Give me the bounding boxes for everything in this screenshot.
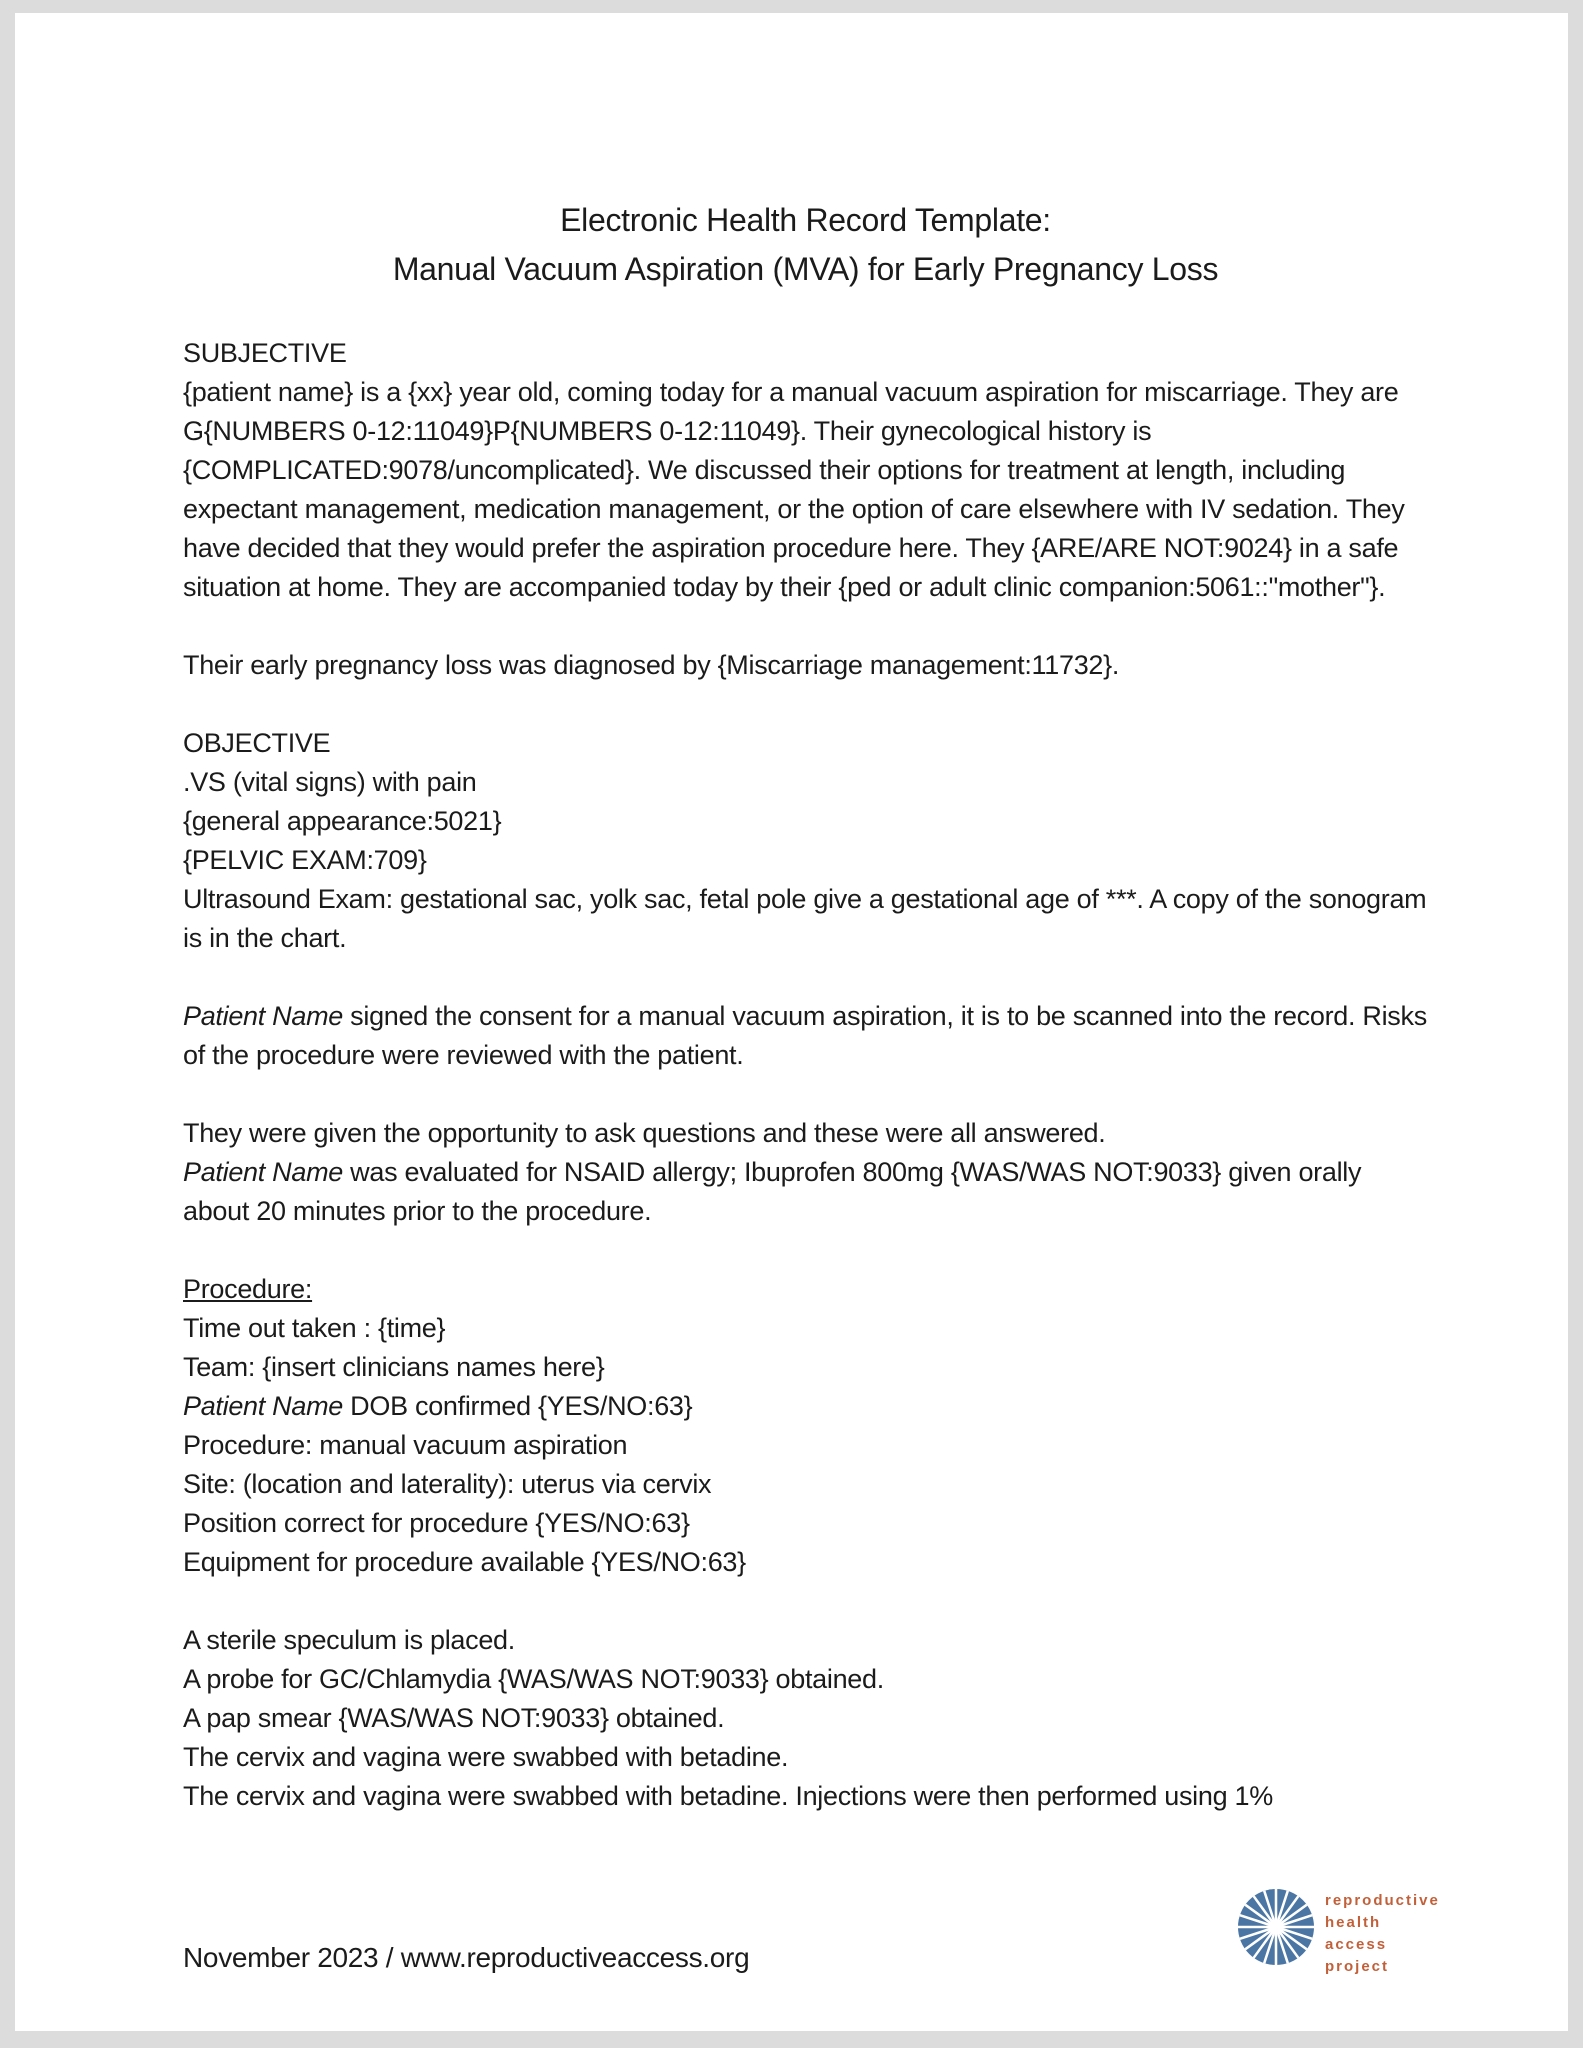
nsaid-text: was evaluated for NSAID allergy; Ibuprofen 800mg {WAS/WAS NOT:9033} given orally about 20 minutes prior to the procedure. xyxy=(183,1157,1362,1226)
diagnosis-paragraph-block xyxy=(183,646,1428,685)
step-speculum: A sterile speculum is placed. xyxy=(183,1625,515,1655)
patient-name-placeholder: Patient Name xyxy=(183,1157,343,1187)
procedure-name-line: Procedure: manual vacuum aspiration xyxy=(183,1430,628,1460)
logo-word-access: access xyxy=(1325,1936,1388,1953)
objective-section xyxy=(183,724,1428,958)
objective-heading: OBJECTIVE xyxy=(183,728,331,758)
logo-word-health: health xyxy=(1325,1914,1382,1931)
rhap-logo-wordmark xyxy=(1325,1888,1440,1978)
document-title xyxy=(183,196,1428,294)
title-line-1: Electronic Health Record Template: xyxy=(560,202,1051,238)
step-pap-smear: A pap smear {WAS/WAS NOT:9033} obtained. xyxy=(183,1703,725,1733)
subjective-paragraph: {patient name} is a {xx} year old, coming today for a manual vacuum aspiration for miscarriage. They are G{NUMBERS 0-12:11049}P{NUMBERS 0-12:11049}. Their gynecological history is {COMPLICATED:9078/uncomplicated}. We discussed their options for treatment at length, including expectant management, medication management, or the option of care elsewhere with IV sedation. They have decided that they would prefer the aspiration procedure here. They {ARE/ARE NOT:9024} in a safe situation at home. They are accompanied today by their {ped or adult clinic companion:5061::"mother"}. xyxy=(183,377,1405,602)
document-page xyxy=(15,13,1568,2031)
rhap-logo xyxy=(1237,1888,1440,1978)
logo-word-project: project xyxy=(1325,1958,1390,1975)
objective-line-vitals: .VS (vital signs) with pain xyxy=(183,767,477,797)
procedure-team-line: Team: {insert clinicians names here} xyxy=(183,1352,605,1382)
document-content xyxy=(183,196,1428,1855)
patient-name-placeholder: Patient Name xyxy=(183,1001,343,1031)
procedure-site-line: Site: (location and laterality): uterus via cervix xyxy=(183,1469,712,1499)
starburst-logo-icon xyxy=(1237,1888,1315,1966)
logo-word-reproductive: reproductive xyxy=(1325,1892,1440,1909)
title-line-2: Manual Vacuum Aspiration (MVA) for Early Pregnancy Loss xyxy=(392,251,1219,287)
objective-line-pelvic-exam: {PELVIC EXAM:709} xyxy=(183,845,427,875)
dob-text: DOB confirmed {YES/NO:63} xyxy=(342,1391,693,1421)
diagnosis-paragraph: Their early pregnancy loss was diagnosed by {Miscarriage management:11732}. xyxy=(183,650,1120,680)
objective-line-ultrasound: Ultrasound Exam: gestational sac, yolk sac, fetal pole give a gestational age of ***. A copy of the sonogram is in the chart. xyxy=(183,884,1427,953)
objective-line-general-appearance: {general appearance:5021} xyxy=(183,806,502,836)
step-betadine-swab: The cervix and vagina were swabbed with betadine. xyxy=(183,1742,789,1772)
questions-line: They were given the opportunity to ask questions and these were all answered. xyxy=(183,1118,1106,1148)
questions-nsaid-block xyxy=(183,1114,1428,1231)
procedure-position-line: Position correct for procedure {YES/NO:63} xyxy=(183,1508,690,1538)
consent-paragraph xyxy=(183,997,1428,1075)
subjective-section xyxy=(183,334,1428,607)
procedure-timeout-line: Time out taken : {time} xyxy=(183,1313,446,1343)
procedure-steps-block xyxy=(183,1621,1428,1816)
consent-text: signed the consent for a manual vacuum aspiration, it is to be scanned into the record. Risks of the procedure were reviewed with the patient. xyxy=(183,1001,1427,1070)
footer-date-url: November 2023 / www.reproductiveaccess.org xyxy=(183,1942,750,1973)
patient-name-placeholder: Patient Name xyxy=(183,1391,343,1421)
procedure-heading: Procedure: xyxy=(183,1274,313,1304)
procedure-dob-line xyxy=(183,1387,1428,1426)
step-gc-chlamydia-probe: A probe for GC/Chlamydia {WAS/WAS NOT:9033} obtained. xyxy=(183,1664,884,1694)
subjective-heading: SUBJECTIVE xyxy=(183,338,347,368)
step-betadine-injections: The cervix and vagina were swabbed with betadine. Injections were then performed using 1% xyxy=(183,1781,1273,1811)
consent-paragraph-block xyxy=(183,997,1428,1075)
nsaid-line xyxy=(183,1153,1428,1231)
procedure-equipment-line: Equipment for procedure available {YES/NO:63} xyxy=(183,1547,746,1577)
procedure-section xyxy=(183,1270,1428,1582)
